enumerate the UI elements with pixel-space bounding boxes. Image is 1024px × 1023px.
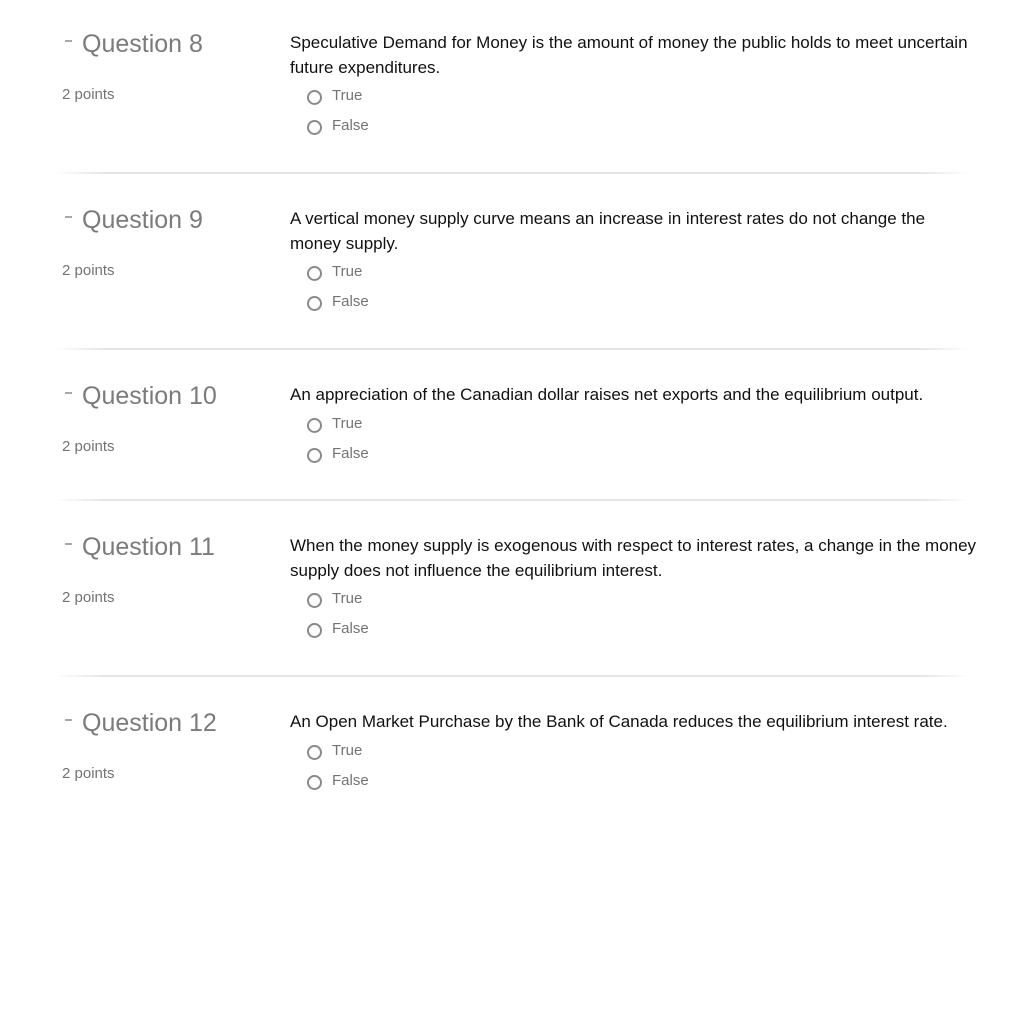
collapse-toggle-icon[interactable]: [65, 216, 72, 218]
question-points: 2 points: [62, 86, 115, 103]
radio-button-icon[interactable]: [307, 745, 322, 760]
option-label[interactable]: True: [332, 263, 363, 280]
collapse-toggle-icon[interactable]: [65, 719, 72, 721]
radio-button-icon[interactable]: [307, 623, 322, 638]
question-points: 2 points: [62, 765, 115, 782]
divider: [55, 172, 970, 174]
collapse-toggle-icon[interactable]: [65, 543, 72, 545]
question-text: Speculative Demand for Money is the amount of money the public holds to meet uncertain future expenditures.: [290, 33, 968, 77]
question-title: Question 8: [82, 30, 203, 58]
option-label[interactable]: True: [332, 415, 363, 432]
radio-button-icon[interactable]: [307, 775, 322, 790]
question-points: 2 points: [62, 262, 115, 279]
question-title: Question 12: [82, 709, 217, 737]
option-label[interactable]: True: [332, 742, 363, 759]
question-text: An appreciation of the Canadian dollar raises net exports and the equilibrium output.: [290, 385, 924, 404]
divider: [55, 348, 970, 350]
radio-button-icon[interactable]: [307, 448, 322, 463]
radio-button-icon[interactable]: [307, 90, 322, 105]
option-label[interactable]: False: [332, 117, 369, 134]
question-text: A vertical money supply curve means an increase in interest rates do not change the money supply.: [290, 209, 926, 253]
question-points: 2 points: [62, 589, 115, 606]
radio-button-icon[interactable]: [307, 266, 322, 281]
question-text: An Open Market Purchase by the Bank of Canada reduces the equilibrium interest rate.: [290, 712, 948, 731]
radio-button-icon[interactable]: [307, 120, 322, 135]
option-label[interactable]: True: [332, 87, 363, 104]
collapse-toggle-icon[interactable]: [65, 392, 72, 394]
option-label[interactable]: True: [332, 590, 363, 607]
collapse-toggle-icon[interactable]: [65, 40, 72, 42]
question-title: Question 11: [82, 533, 215, 561]
divider: [55, 499, 970, 501]
divider: [55, 675, 970, 677]
question-text: When the money supply is exogenous with respect to interest rates, a change in the money supply does not influence the equilibrium interest.: [290, 536, 977, 580]
radio-button-icon[interactable]: [307, 296, 322, 311]
question-title: Question 10: [82, 382, 217, 410]
radio-button-icon[interactable]: [307, 418, 322, 433]
question-points: 2 points: [62, 438, 115, 455]
option-label[interactable]: False: [332, 293, 369, 310]
question-title: Question 9: [82, 206, 203, 234]
option-label[interactable]: False: [332, 620, 369, 637]
option-label[interactable]: False: [332, 445, 369, 462]
radio-button-icon[interactable]: [307, 593, 322, 608]
option-label[interactable]: False: [332, 772, 369, 789]
